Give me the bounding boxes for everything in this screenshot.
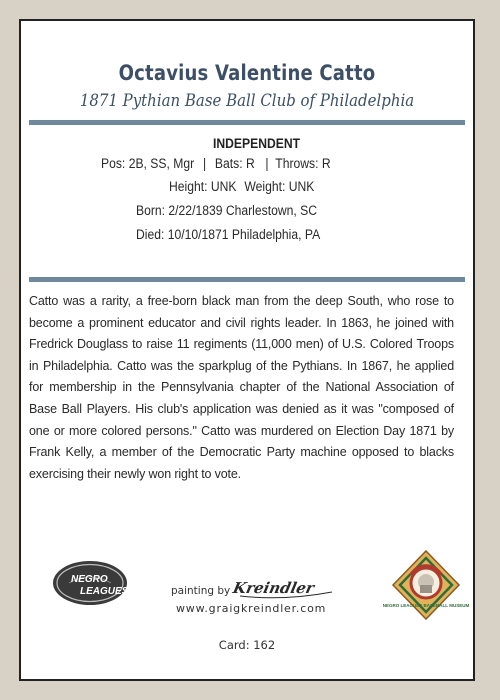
svg-text:NEGRO LEAGUES BASEBALL MUSEUM: NEGRO LEAGUES BASEBALL MUSEUM bbox=[382, 603, 470, 608]
league-label: INDEPENDENT bbox=[213, 136, 301, 151]
player-name: Octavius Valentine Catto bbox=[118, 61, 376, 85]
trading-card-back bbox=[19, 19, 475, 681]
negro-leagues-logo bbox=[51, 558, 129, 608]
biography-text: Catto was a rarity, a free-born black man from the deep South, who rose to become a prominent educator and civil rights leader. In 1863, he joined with Fredrick Douglass to raise 11 regiments (11,000 men) of U.S. Colored Troops in Philadelphia. Catto was the sparkplug of the Pythians. In 1867, he applied for membership in the Pennsylvania chapter of the National Association of Base Ball Players. His club's application was denied as it was "composed of one or more colored persons." Catto was murdered on Election Day 1871 by Frank Kelly, a member of the Democratic Party machine opposed to blacks exercising their newly won right to vote. bbox=[29, 294, 454, 481]
middle-divider bbox=[29, 277, 465, 282]
card-number: Card: 162 bbox=[218, 638, 276, 652]
weight-value: Weight: UNK bbox=[244, 179, 315, 194]
svg-text:LEAGUES: LEAGUES bbox=[80, 586, 129, 597]
position-stat bbox=[101, 156, 331, 171]
painting-by-label: painting by bbox=[171, 585, 231, 597]
died-value: Died: 10/10/1871 Philadelphia, PA bbox=[136, 227, 321, 242]
born-value: Born: 2/22/1839 Charlestown, SC bbox=[136, 203, 318, 218]
svg-text:Kreindler: Kreindler bbox=[231, 579, 316, 597]
separator: | bbox=[202, 156, 207, 171]
top-divider bbox=[29, 120, 465, 125]
team-name: 1871 Pythian Base Ball Club of Philadelphia bbox=[79, 91, 415, 111]
position-value: Pos: 2B, SS, Mgr bbox=[101, 156, 195, 171]
svg-text:NEGRO: NEGRO bbox=[71, 574, 108, 585]
negro-leagues-museum-logo bbox=[382, 549, 470, 621]
height-value: Height: UNK bbox=[169, 179, 237, 194]
painting-credit bbox=[171, 575, 351, 605]
separator: | bbox=[265, 156, 269, 171]
bats-value: Bats: R bbox=[214, 156, 255, 171]
artist-website: www.graigkreindler.com bbox=[176, 602, 327, 615]
throws-value: Throws: R bbox=[275, 156, 331, 171]
size-stat bbox=[169, 179, 314, 194]
artist-signature bbox=[231, 575, 344, 601]
